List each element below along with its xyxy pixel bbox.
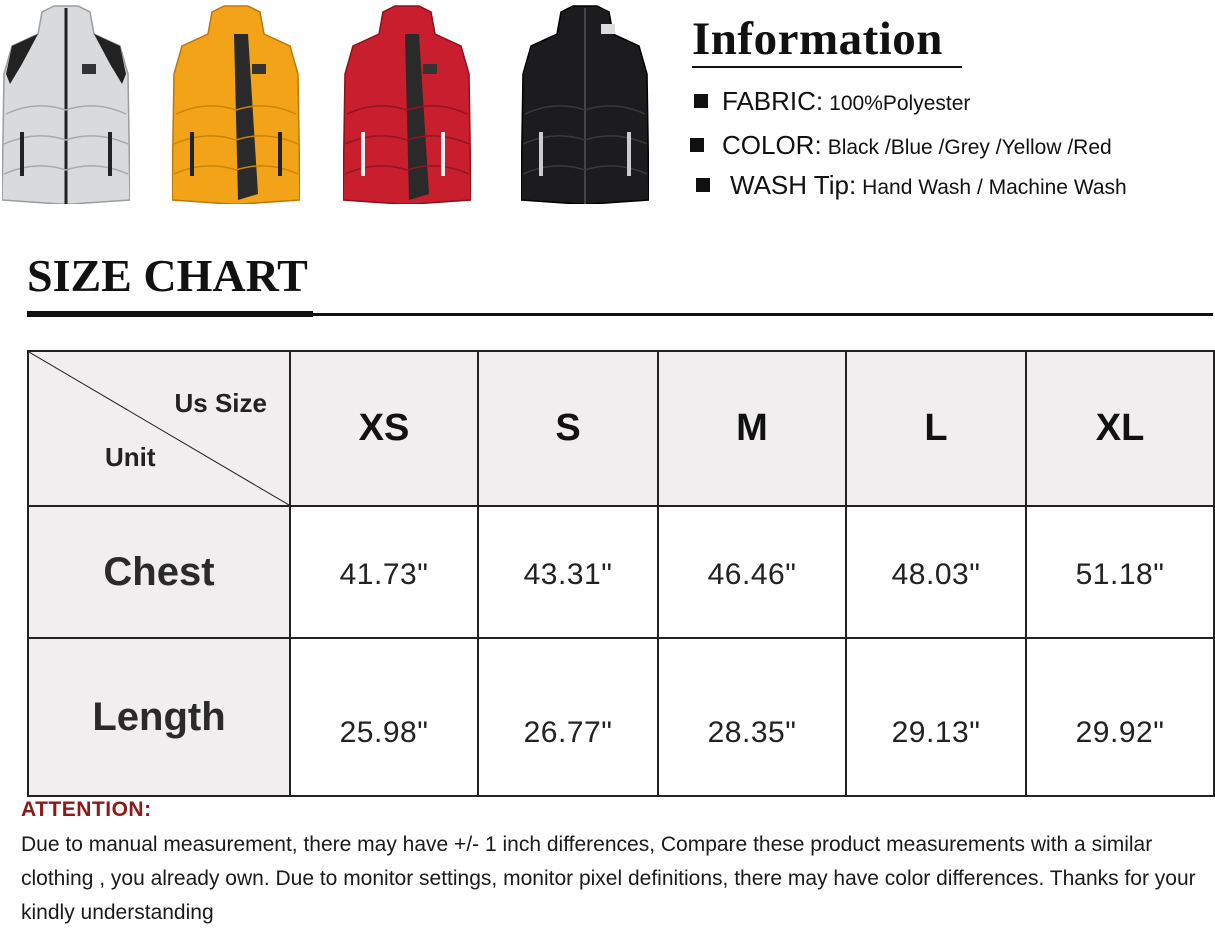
size-xl: XL	[1026, 351, 1214, 506]
length-label: Length	[28, 638, 290, 796]
chest-value: 41.73"	[290, 506, 478, 638]
chest-value: 51.18"	[1026, 506, 1214, 638]
info-color	[694, 130, 1112, 164]
length-value: 26.77"	[478, 638, 658, 796]
size-xs: XS	[290, 351, 478, 506]
chest-value: 48.03"	[846, 506, 1026, 638]
chest-label: Chest	[28, 506, 290, 638]
color-key: COLOR:	[722, 130, 822, 160]
size-chart-rule	[313, 313, 1213, 316]
length-value: 28.35"	[658, 638, 846, 796]
info-fabric	[694, 86, 970, 120]
unit-label: Unit	[105, 442, 156, 472]
wash-key: WASH Tip:	[730, 170, 857, 200]
attention-text: Due to manual measurement, there may have +/- 1 inch differences, Compare these product measurements with a similar clothing , you already own. Due to monitor settings, monitor pixel definitions, there may have color differences. Thanks for your kindly understanding	[21, 833, 1196, 924]
chest-value: 46.46"	[658, 506, 846, 638]
vest-icon	[521, 4, 649, 204]
fabric-value: 100%Polyester	[829, 92, 971, 115]
vest-icon	[2, 4, 130, 204]
attention-label: ATTENTION:	[21, 798, 152, 821]
us-size-label: Us Size	[174, 388, 267, 418]
diagonal-divider-icon	[29, 352, 289, 505]
grey-vest-image	[2, 4, 130, 204]
square-bullet-icon	[696, 178, 710, 192]
size-l: L	[846, 351, 1026, 506]
info-wash	[694, 170, 1127, 204]
info-title-underline	[692, 66, 962, 68]
length-value: 25.98"	[290, 638, 478, 796]
square-bullet-icon	[690, 138, 704, 152]
red-vest-image	[343, 4, 471, 204]
vest-icon	[172, 4, 300, 204]
fabric-key: FABRIC:	[722, 86, 824, 116]
corner-cell	[28, 351, 290, 506]
wash-value: Hand Wash / Machine Wash	[862, 176, 1127, 199]
length-value: 29.13"	[846, 638, 1026, 796]
table-row	[28, 506, 1214, 638]
color-value: Black /Blue /Grey /Yellow /Red	[827, 136, 1112, 159]
info-title: Information	[692, 13, 943, 65]
size-m: M	[658, 351, 846, 506]
size-s: S	[478, 351, 658, 506]
vest-icon	[343, 4, 471, 204]
size-table	[27, 350, 1215, 797]
size-header-row	[28, 351, 1214, 506]
chest-value: 43.31"	[478, 506, 658, 638]
square-bullet-icon	[694, 94, 708, 108]
black-vest-image	[521, 4, 649, 204]
table-row	[28, 638, 1214, 796]
length-value: 29.92"	[1026, 638, 1214, 796]
yellow-vest-image	[172, 4, 300, 204]
size-chart-title: SIZE CHART	[27, 250, 308, 301]
size-chart-rule	[27, 311, 313, 317]
